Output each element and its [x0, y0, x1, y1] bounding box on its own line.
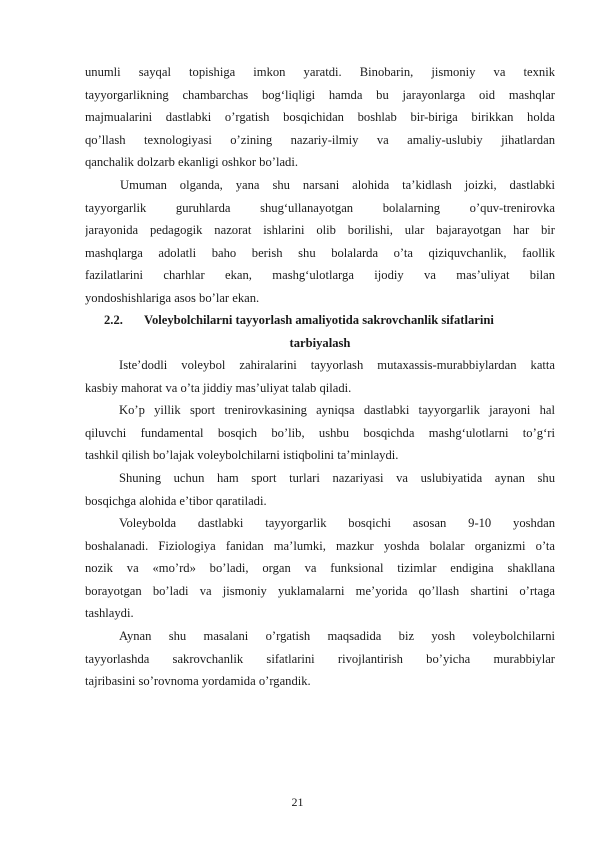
text-line: qo’llash texnologiyasi o’zining nazariy-ilmiy va amaliy-uslubiy jihatlardan	[85, 132, 555, 147]
text-line: yondoshishlariga asos bo’lar ekan.	[85, 290, 260, 305]
text-line: tayyorgarlik guruhlarda shug‘ullanayotgan bolalarning o’quv-trenirovka	[85, 200, 555, 215]
paragraph-4	[85, 399, 555, 467]
paragraph-1	[85, 61, 555, 174]
section-title-line-1: Voleybolchilarni tayyorlash amaliyotida sakrovchanlik sifatlarini	[144, 313, 494, 327]
text-line: tashlaydi.	[85, 606, 134, 621]
text-line: tayyorlashda sakrovchanlik sifatlarini rivojlantirish bo’yicha murabbiylar	[85, 651, 555, 666]
paragraph-6	[85, 512, 555, 625]
section-number: 2.2.	[104, 313, 123, 327]
text-line: Iste’dodli voleybol zahiralarini tayyorlash mutaxassis-murabbiylardan katta	[119, 358, 555, 372]
text-line: unumli sayqal topishiga imkon yaratdi. Binobarin, jismoniy va texnik	[85, 65, 555, 79]
text-line: majmualarini dastlabki o’rgatish bosqichidan boshlab bir-biriga birikkan holda	[85, 110, 555, 125]
text-line: Ko’p yillik sport trenirovkasining ayniqsa dastlabki tayyorgarlik jarayoni hal	[119, 403, 555, 417]
text-line: qiluvchi fundamental bosqich bo’lib, ushbu bosqichda mashg‘ulotlarni to’g‘ri	[85, 425, 555, 440]
text-line: boshalanadi. Fiziologiya fanidan ma’lumki, mazkur yoshda bolalar organizmi o’ta	[85, 538, 555, 553]
paragraph-7	[85, 625, 555, 693]
text-line: jarayonida pedagogik nazorat ishlarini olib borilishi, ular bajarayotgan har bir	[85, 223, 555, 238]
text-line: Shuning uchun ham sport turlari nazariyasi va uslubiyatida aynan shu	[119, 471, 555, 485]
text-line: bosqichga alohida e’tibor qaratiladi.	[85, 493, 267, 508]
text-line: borayotgan bo’ladi va jismoniy yuklamalarni me’yorida qo’llash shartini o’rtaga	[85, 583, 555, 598]
paragraph-5	[85, 467, 555, 512]
text-line: mashqlarga adolatli baho berish shu bolalarda o’ta qiziquvchanlik, faollik	[85, 245, 555, 260]
text-line: tajribasini so’rovnoma yordamida o’rgandik.	[85, 674, 311, 689]
text-line: Aynan shu masalani o’rgatish maqsadida biz yosh voleybolchilarni	[119, 629, 555, 643]
page-number: 21	[291, 795, 304, 809]
text-line: tashkil qilish bo’lajak voleybolchilarni istiqbolini ta’minlaydi.	[85, 448, 399, 463]
paragraph-3	[85, 354, 555, 399]
paragraph-2	[85, 174, 555, 310]
section-title-line-2: tarbiyalash	[289, 335, 351, 350]
text-line: kasbiy mahorat va o’ta jiddiy mas’uliyat talab qiladi.	[85, 380, 352, 395]
text-line: fazilatlarini charhlar ekan, mashg‘ulotlarga ijodiy va mas’uliyat bilan	[85, 268, 555, 283]
text-line: qanchalik dolzarb ekanligi oshkor bo’ladi.	[85, 155, 298, 170]
text-line: tayyorgarlikning chambarchas bog‘liqligi hamda bu jarayonlarga oid mashqlar	[85, 87, 555, 102]
text-line: Umuman olganda, yana shu narsani alohida ta’kidlash joizki, dastlabki	[120, 178, 555, 192]
text-line: nozik va «mo’rd» bo’ladi, organ va funksional tizimlar endigina shakllana	[85, 561, 555, 576]
text-line: Voleybolda dastlabki tayyorgarlik bosqichi asosan 9-10 yoshdan	[119, 516, 555, 530]
